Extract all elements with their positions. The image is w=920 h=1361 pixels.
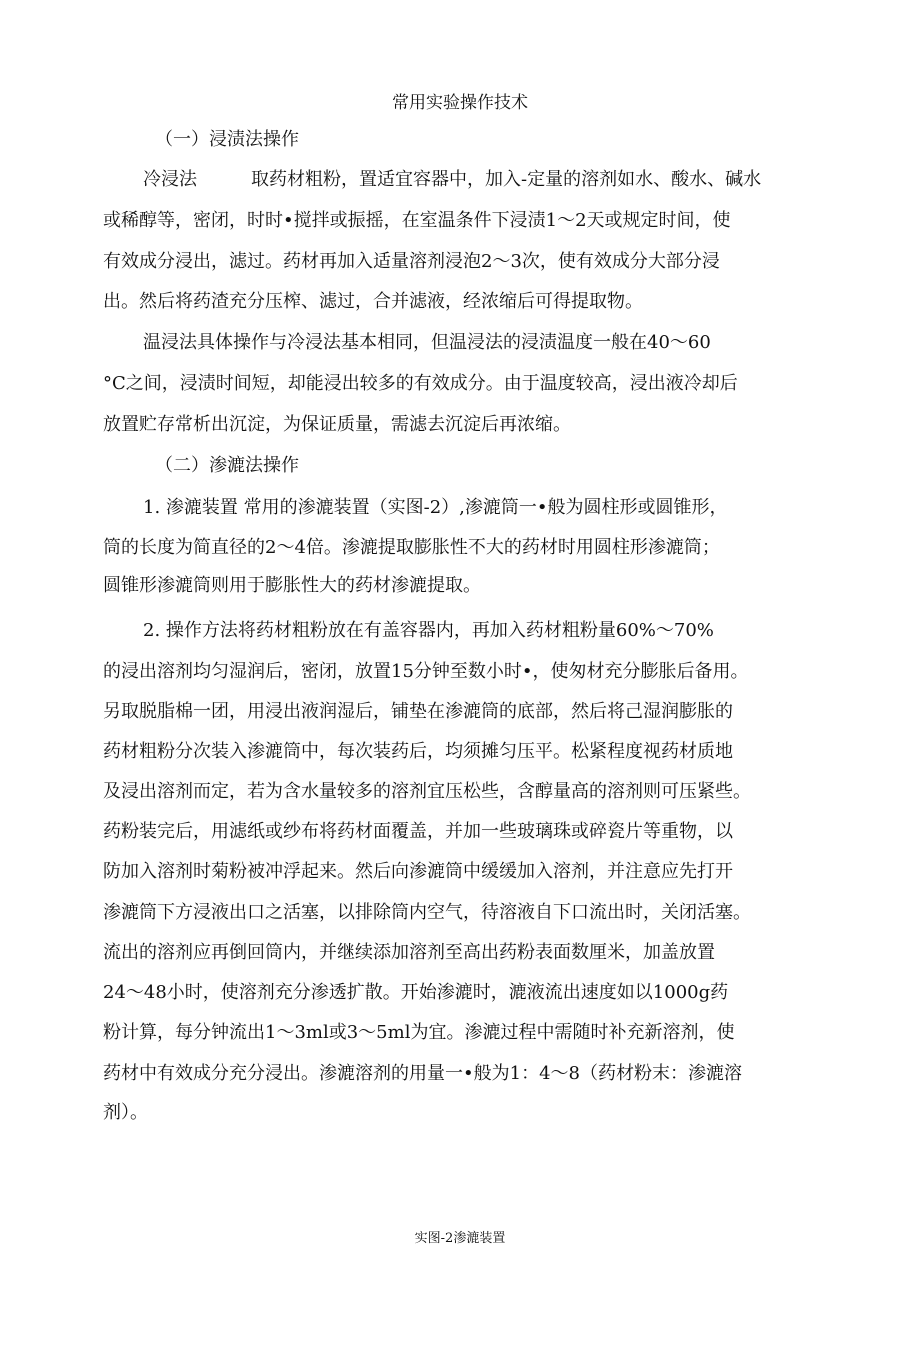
section-heading: （一）浸渍法操作: [155, 129, 299, 150]
paragraph-line: 药材中有效成分充分浸出。渗漉溶剂的用量一•般为1：4～8（药材粉末：渗漉溶: [103, 1063, 742, 1084]
paragraph-line: 圆锥形渗漉筒则用于膨胀性大的药材渗漉提取。: [103, 575, 481, 596]
paragraph-line: 或稀醇等，密闭，时时•搅拌或振摇，在室温条件下浸渍1～2天或规定时间，使: [103, 210, 731, 231]
paragraph-line: 冷浸法 取药材粗粉，置适宜容器中，加入-定量的溶剂如水、酸水、碱水: [143, 169, 762, 190]
paragraph-line: 流出的溶剂应再倒回筒内，并继续添加溶剂至高出药粉表面数厘米，加盖放置: [103, 942, 715, 963]
paragraph-line: 筒的长度为简直径的2～4倍。渗漉提取膨胀性不大的药材时用圆柱形渗漉筒；: [103, 537, 720, 558]
section-heading: （二）渗漉法操作: [155, 455, 299, 476]
figure-caption: 实图-2渗漉装置: [414, 1231, 506, 1246]
paragraph-line: °C之间，浸渍时间短，却能浸出较多的有效成分。由于温度较高，浸出液冷却后: [103, 373, 738, 394]
paragraph-line: 粉计算，每分钟流出1～3ml或3～5ml为宜。渗漉过程中需随时补充新溶剂，使: [103, 1022, 735, 1043]
paragraph-line: 温浸法具体操作与冷浸法基本相同，但温浸法的浸渍温度一般在40～60: [143, 332, 711, 353]
paragraph-line: 防加入溶剂时菊粉被冲浮起来。然后向渗漉筒中缓缓加入溶剂，并注意应先打开: [103, 861, 733, 882]
paragraph-line: 药材粗粉分次装入渗漉筒中，每次装药后，均须摊匀压平。松紧程度视药材质地: [103, 741, 733, 762]
paragraph-line: 24～48小时，使溶剂充分渗透扩散。开始渗漉时，漉液流出速度如以1000g药: [103, 982, 729, 1003]
page-title: 常用实验操作技术: [392, 93, 528, 113]
paragraph-line: 出。然后将药渣充分压榨、滤过，合并滤液，经浓缩后可得提取物。: [103, 291, 643, 312]
paragraph-line: 药粉装完后，用滤纸或纱布将药材面覆盖，并加一些玻璃珠或碎瓷片等重物，以: [103, 821, 733, 842]
paragraph-line: 及浸出溶剂而定，若为含水量较多的溶剂宜压松些，含醇量高的溶剂则可压紧些。: [103, 781, 751, 802]
paragraph-line: 剂）。: [103, 1102, 148, 1123]
paragraph-line: 放置贮存常析出沉淀，为保证质量，需滤去沉淀后再浓缩。: [103, 414, 571, 435]
paragraph-line: 有效成分浸出，滤过。药材再加入适量溶剂浸泡2～3次，使有效成分大部分浸: [103, 251, 720, 272]
paragraph-line: 1. 渗漉装置 常用的渗漉装置（实图-2）,渗漉筒一•般为圆柱形或圆锥形，: [143, 497, 728, 518]
paragraph-line: 的浸出溶剂均匀湿润后，密闭，放置15分钟至数小时•，使匆材充分膨胀后备用。: [103, 661, 749, 682]
paragraph-line: 另取脱脂棉一团，用浸出液润湿后，铺垫在渗漉筒的底部，然后将己湿润膨胀的: [103, 701, 733, 722]
paragraph-line: 2. 操作方法将药材粗粉放在有盖容器内，再加入药材粗粉量60%～70%: [143, 620, 714, 641]
paragraph-line: 渗漉筒下方浸液出口之活塞，以排除筒内空气，待溶液自下口流出时，关闭活塞。: [103, 902, 751, 923]
